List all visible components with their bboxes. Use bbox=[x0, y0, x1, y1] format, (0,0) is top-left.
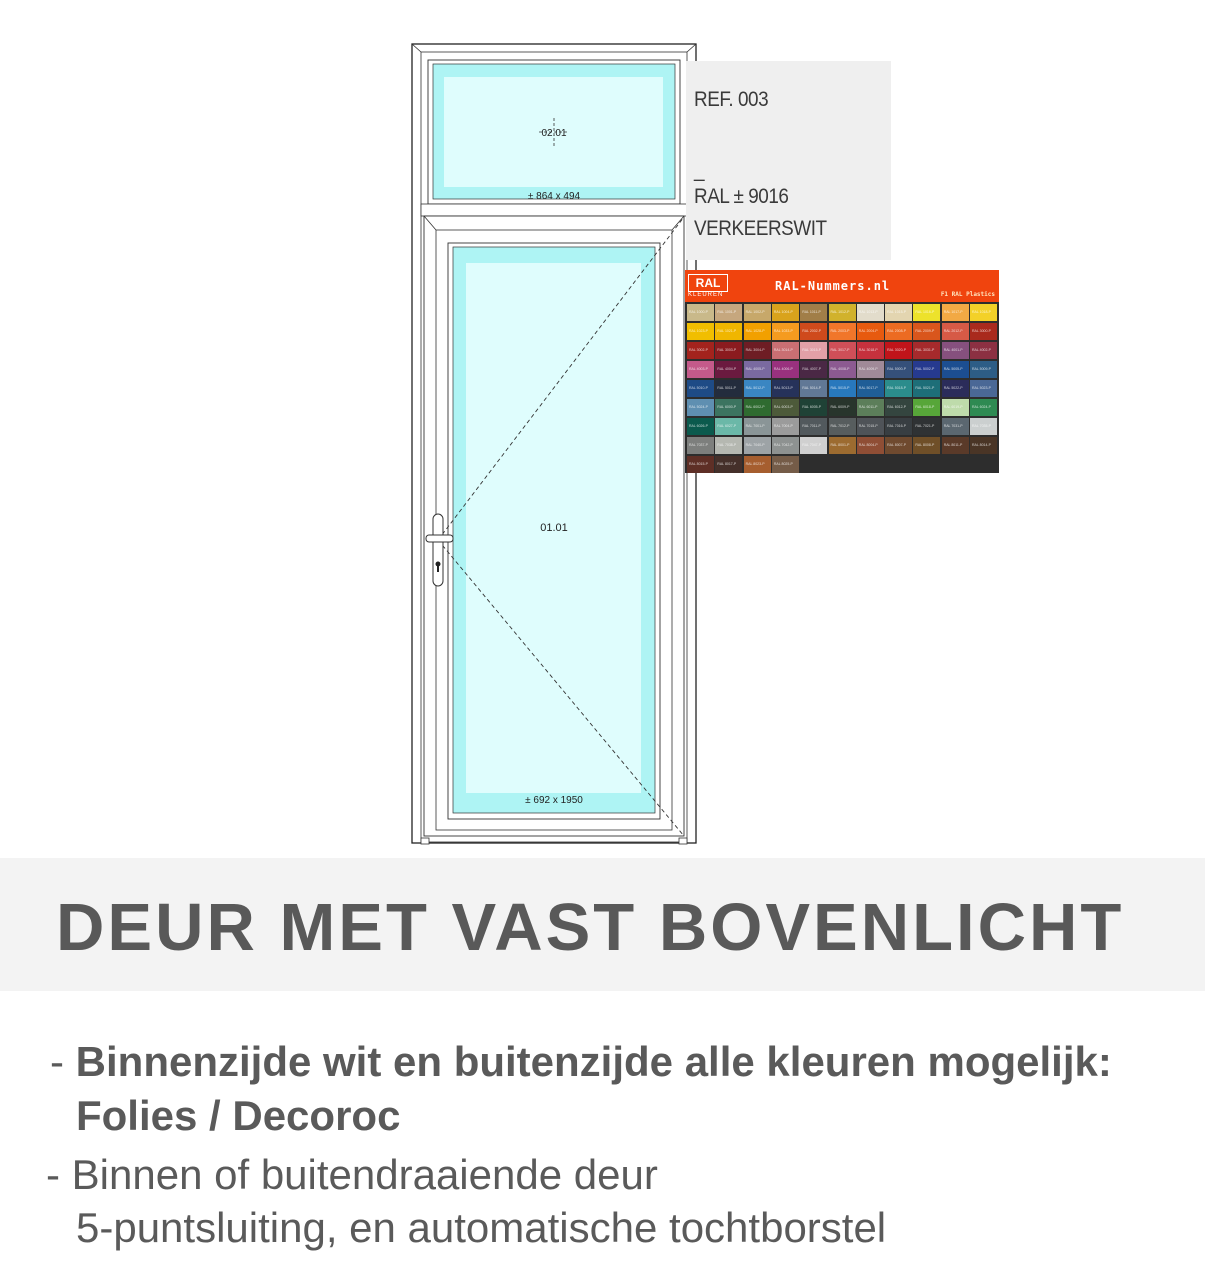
ral-swatch-code: RAL 1018-P bbox=[972, 310, 991, 314]
ral-swatch-code: RAL 1012-P bbox=[830, 310, 850, 314]
ral-swatch-code: RAL 6011-P bbox=[858, 405, 878, 409]
ral-swatch-code: RAL 3017-P bbox=[830, 348, 850, 352]
ral-swatch bbox=[744, 304, 771, 321]
ral-swatch-code: RAL 1015-P bbox=[887, 310, 907, 314]
ral-swatch-code: RAL 2008-P bbox=[887, 329, 907, 333]
ral-swatch bbox=[913, 323, 940, 340]
ral-swatch-code: RAL 7016-P bbox=[887, 424, 907, 428]
ral-swatch-code: RAL 6012-P bbox=[887, 405, 907, 409]
ral-swatch bbox=[829, 437, 856, 454]
ral-swatch-code: RAL 4002-P bbox=[972, 348, 991, 352]
ral-swatch bbox=[744, 342, 771, 359]
transom-panel-size: ± 864 x 494 bbox=[527, 191, 581, 202]
ral-swatch-code: RAL 1004-P bbox=[773, 310, 793, 314]
ral-swatch-code: RAL 6000-P bbox=[717, 405, 737, 409]
ral-swatch bbox=[829, 399, 856, 416]
ral-swatch-code: RAL 4004-P bbox=[717, 367, 737, 371]
ral-swatch-code: RAL 5002-P bbox=[915, 367, 935, 371]
ral-swatch-code: RAL 7038-P bbox=[717, 443, 737, 447]
ral-swatch-code: RAL 8001-P bbox=[830, 443, 850, 447]
ral-swatch bbox=[857, 323, 884, 340]
ral-swatch-code: RAL 4009-P bbox=[858, 367, 878, 371]
ral-swatch bbox=[715, 361, 742, 378]
ral-swatch bbox=[913, 418, 940, 435]
ral-swatch-code: RAL 1033-P bbox=[773, 329, 793, 333]
frame-foot-left bbox=[421, 838, 429, 844]
ral-swatch-code: RAL 7042-P bbox=[773, 443, 793, 447]
ral-swatch-code: RAL 6002-P bbox=[745, 405, 765, 409]
reference-panel bbox=[686, 61, 891, 260]
ral-logo: RAL bbox=[688, 274, 728, 292]
ral-swatch-code: RAL 5018-P bbox=[887, 386, 907, 390]
ral-swatch bbox=[744, 437, 771, 454]
ral-swatch bbox=[885, 380, 912, 397]
ral-site-title: RAL-Nummers.nl bbox=[775, 279, 891, 293]
ral-swatch bbox=[942, 323, 969, 340]
ral-swatch bbox=[970, 380, 997, 397]
ral-swatch-code: RAL 7035-P bbox=[972, 424, 991, 428]
ral-swatch-code: RAL 8014-P bbox=[972, 443, 991, 447]
ral-swatch bbox=[772, 437, 799, 454]
ral-swatch bbox=[744, 380, 771, 397]
ral-swatch-code: RAL 7021-P bbox=[915, 424, 935, 428]
ral-swatch-code: RAL 7031-P bbox=[943, 424, 963, 428]
ral-swatch bbox=[687, 304, 714, 321]
ral-swatch-code: RAL 1028-P bbox=[745, 329, 765, 333]
ral-swatch bbox=[913, 380, 940, 397]
ral-swatch bbox=[772, 399, 799, 416]
ral-swatch-code: RAL 6024-P bbox=[972, 405, 991, 409]
ral-swatch-code: RAL 1001-P bbox=[717, 310, 737, 314]
ral-swatch-code: RAL 7001-P bbox=[745, 424, 765, 428]
ral-swatch bbox=[687, 456, 714, 473]
ral-swatch-code: RAL 1017-P bbox=[943, 310, 963, 314]
ral-swatch-code: RAL 5010-P bbox=[689, 386, 708, 390]
ral-swatch-code: RAL 3014-P bbox=[773, 348, 793, 352]
ral-swatch-code: RAL 8004-P bbox=[858, 443, 878, 447]
ral-swatch bbox=[800, 399, 827, 416]
ral-swatch bbox=[857, 399, 884, 416]
ral-swatch bbox=[772, 418, 799, 435]
feature-1-line-1 bbox=[50, 1038, 1112, 1086]
ral-swatch-code: RAL 1011-P bbox=[802, 310, 821, 314]
ral-swatch bbox=[744, 323, 771, 340]
ral-swatch bbox=[970, 304, 997, 321]
ral-swatch-code: RAL 6019-P bbox=[943, 405, 963, 409]
ral-code: RAL ± 9016 bbox=[694, 185, 789, 208]
feature-1-text-cont: Folies / Decoroc bbox=[76, 1092, 401, 1139]
ral-swatch bbox=[885, 342, 912, 359]
ral-swatch-code: RAL 4006-P bbox=[773, 367, 793, 371]
ral-swatch-code: RAL 7011-P bbox=[802, 424, 821, 428]
ref-dash: _ bbox=[694, 159, 705, 182]
ral-swatch bbox=[829, 361, 856, 378]
ral-swatch bbox=[913, 437, 940, 454]
ral-swatch-code: RAL 3020-P bbox=[887, 348, 907, 352]
ral-swatch-code: RAL 2012-P bbox=[943, 329, 963, 333]
ral-swatch bbox=[744, 399, 771, 416]
frame-foot-right bbox=[679, 838, 687, 844]
ral-swatch bbox=[970, 399, 997, 416]
ral-swatch-code: RAL 3031-P bbox=[915, 348, 935, 352]
ral-swatch-code: RAL 5009-P bbox=[972, 367, 991, 371]
ral-swatch-code: RAL 3018-P bbox=[858, 348, 878, 352]
ral-swatch bbox=[913, 361, 940, 378]
ral-swatch-code: RAL 2003-P bbox=[830, 329, 850, 333]
ral-swatch-code: RAL 1023-P bbox=[689, 329, 708, 333]
ral-swatch bbox=[744, 361, 771, 378]
ral-swatch-code: RAL 3004-P bbox=[745, 348, 765, 352]
ral-swatch-code: RAL 8025-P bbox=[773, 462, 793, 466]
feature-1-dash: - bbox=[50, 1038, 64, 1085]
ral-swatch-code: RAL 6027-P bbox=[717, 424, 737, 428]
ral-swatch bbox=[913, 304, 940, 321]
ral-swatch-code: RAL 7047-P bbox=[802, 443, 822, 447]
ral-swatch-code: RAL 7004-P bbox=[773, 424, 793, 428]
ral-swatch bbox=[970, 361, 997, 378]
ral-swatch bbox=[800, 437, 827, 454]
ral-swatch-code: RAL 8015-P bbox=[689, 462, 708, 466]
ral-swatch bbox=[687, 399, 714, 416]
ral-swatch bbox=[885, 399, 912, 416]
ral-swatch-code: RAL 8011-P bbox=[943, 443, 963, 447]
ref-number: REF. 003 bbox=[694, 88, 769, 111]
ral-swatch-code: RAL 8007-P bbox=[887, 443, 907, 447]
feature-2-text: Binnen of buitendraaiende deur bbox=[71, 1151, 658, 1198]
ral-logo-sub: KLEUREN bbox=[688, 292, 724, 298]
ral-swatch bbox=[942, 361, 969, 378]
ral-swatch bbox=[829, 323, 856, 340]
ral-swatch-code: RAL 5011-P bbox=[717, 386, 736, 390]
ral-card-subtitle: F1 RAL Plastics bbox=[940, 291, 995, 298]
ral-swatch-code: RAL 5023-P bbox=[972, 386, 991, 390]
ral-swatch bbox=[772, 323, 799, 340]
ral-swatch bbox=[800, 380, 827, 397]
ral-swatch-code: RAL 6026-P bbox=[689, 424, 708, 428]
ral-swatch-code: RAL 5015-P bbox=[830, 386, 850, 390]
ral-swatch bbox=[942, 380, 969, 397]
ral-swatch bbox=[715, 304, 742, 321]
ral-swatch-code: RAL 5012-P bbox=[745, 386, 765, 390]
ral-swatch-code: RAL 3015-P bbox=[802, 348, 822, 352]
feature-1-text: Binnenzijde wit en buitenzijde alle kleuren mogelijk: bbox=[75, 1038, 1112, 1085]
ral-swatch bbox=[829, 342, 856, 359]
ral-swatch-code: RAL 2004-P bbox=[858, 329, 878, 333]
page-title: DEUR MET VAST BOVENLICHT bbox=[56, 890, 1125, 965]
ral-swatch-code: RAL 6003-P bbox=[773, 405, 793, 409]
ral-swatch-code: RAL 4007-P bbox=[802, 367, 822, 371]
ral-swatch-code: RAL 2002-P bbox=[802, 329, 822, 333]
ral-swatch bbox=[772, 456, 799, 473]
ral-swatch bbox=[715, 456, 742, 473]
door-panel-size: ± 692 x 1950 bbox=[525, 795, 583, 806]
ral-swatch-code: RAL 7012-P bbox=[830, 424, 850, 428]
ral-swatch-code: RAL 1021-P bbox=[717, 329, 737, 333]
ral-swatch bbox=[687, 418, 714, 435]
ral-swatch-code: RAL 1000-P bbox=[689, 310, 708, 314]
ral-swatch bbox=[687, 342, 714, 359]
ral-swatch-code: RAL 5024-P bbox=[689, 405, 708, 409]
ral-swatch bbox=[913, 399, 940, 416]
ral-swatch bbox=[772, 342, 799, 359]
ral-swatch bbox=[970, 323, 997, 340]
ral-swatch bbox=[942, 399, 969, 416]
ral-swatch-code: RAL 7040-P bbox=[745, 443, 765, 447]
ral-swatch-code: RAL 7037-P bbox=[689, 443, 708, 447]
ral-swatch bbox=[800, 418, 827, 435]
ral-swatch bbox=[829, 304, 856, 321]
ral-swatch bbox=[715, 323, 742, 340]
ral-swatch bbox=[885, 361, 912, 378]
ral-swatch-code: RAL 4005-P bbox=[745, 367, 765, 371]
ral-swatch-code: RAL 8017-P bbox=[717, 462, 737, 466]
ral-swatch-code: RAL 8023-P bbox=[745, 462, 765, 466]
ral-swatch bbox=[885, 323, 912, 340]
feature-2-line-1 bbox=[46, 1151, 658, 1199]
ral-swatch bbox=[857, 437, 884, 454]
ral-swatch-code: RAL 3002-P bbox=[689, 348, 708, 352]
ral-swatch-code: RAL 6009-P bbox=[830, 405, 850, 409]
ral-swatch bbox=[970, 437, 997, 454]
transom-mullion bbox=[421, 204, 687, 216]
ral-swatch bbox=[772, 361, 799, 378]
ral-swatch bbox=[857, 304, 884, 321]
ral-swatch bbox=[970, 342, 997, 359]
ral-color-card bbox=[685, 270, 999, 473]
ral-swatch bbox=[885, 418, 912, 435]
transom-panel-id: 02.01 bbox=[541, 128, 567, 139]
ral-swatch-code: RAL 1013-P bbox=[858, 310, 878, 314]
ral-swatch-code: RAL 5014-P bbox=[802, 386, 822, 390]
ral-swatch bbox=[970, 418, 997, 435]
ral-swatch bbox=[772, 304, 799, 321]
ral-swatch bbox=[744, 418, 771, 435]
ral-swatch bbox=[800, 361, 827, 378]
ral-swatch-code: RAL 5013-P bbox=[773, 386, 793, 390]
ral-swatch bbox=[687, 380, 714, 397]
ral-swatch bbox=[942, 437, 969, 454]
ral-swatch bbox=[715, 418, 742, 435]
ral-swatch bbox=[885, 304, 912, 321]
ral-swatch-code: RAL 1002-P bbox=[745, 310, 765, 314]
ral-swatch bbox=[715, 380, 742, 397]
ral-swatch bbox=[715, 437, 742, 454]
ral-swatch bbox=[942, 418, 969, 435]
ral-swatch bbox=[913, 342, 940, 359]
ral-name: VERKEERSWIT bbox=[694, 217, 827, 240]
ral-swatch-code: RAL 7015-P bbox=[858, 424, 878, 428]
ral-swatch-code: RAL 3003-P bbox=[717, 348, 737, 352]
ral-swatch bbox=[772, 380, 799, 397]
ral-swatch bbox=[885, 437, 912, 454]
ral-swatch bbox=[800, 323, 827, 340]
ral-swatch-code: RAL 1016-P bbox=[915, 310, 935, 314]
ral-swatch-code: RAL 5022-P bbox=[943, 386, 963, 390]
door-panel-id: 01.01 bbox=[540, 522, 568, 534]
ral-swatch bbox=[857, 418, 884, 435]
ral-swatch bbox=[800, 342, 827, 359]
ral-swatch bbox=[942, 304, 969, 321]
ral-swatch-code: RAL 5017-P bbox=[858, 386, 878, 390]
feature-1-line-2 bbox=[76, 1092, 400, 1140]
ral-swatch-code: RAL 5000-P bbox=[887, 367, 907, 371]
ral-swatch bbox=[800, 304, 827, 321]
ral-swatch bbox=[857, 380, 884, 397]
ral-swatch-code: RAL 4001-P bbox=[943, 348, 963, 352]
feature-2-text-cont: 5-puntsluiting, en automatische tochtborstel bbox=[76, 1204, 887, 1251]
ral-swatch bbox=[857, 361, 884, 378]
ral-swatch-code: RAL 4003-P bbox=[689, 367, 708, 371]
ral-swatch-code: RAL 6018-P bbox=[915, 405, 935, 409]
ral-swatch-code: RAL 5005-P bbox=[943, 367, 963, 371]
ral-swatch bbox=[829, 380, 856, 397]
ral-swatch bbox=[687, 323, 714, 340]
ral-swatch bbox=[715, 342, 742, 359]
ral-swatch-code: RAL 2009-P bbox=[915, 329, 935, 333]
ral-swatch-code: RAL 6005-P bbox=[802, 405, 822, 409]
ral-swatch bbox=[744, 456, 771, 473]
feature-2-line-2 bbox=[76, 1204, 886, 1252]
ral-swatch bbox=[942, 342, 969, 359]
ral-swatch-code: RAL 4008-P bbox=[830, 367, 850, 371]
ral-swatch bbox=[829, 418, 856, 435]
feature-2-dash: - bbox=[46, 1151, 60, 1198]
ral-card-header bbox=[685, 270, 999, 302]
ral-swatch bbox=[715, 399, 742, 416]
ral-swatch-code: RAL 3000-P bbox=[972, 329, 991, 333]
ral-swatch bbox=[857, 342, 884, 359]
ral-swatch bbox=[687, 361, 714, 378]
ral-swatch-code: RAL 8008-P bbox=[915, 443, 935, 447]
ral-swatch-code: RAL 5021-P bbox=[915, 386, 935, 390]
ral-swatch bbox=[687, 437, 714, 454]
